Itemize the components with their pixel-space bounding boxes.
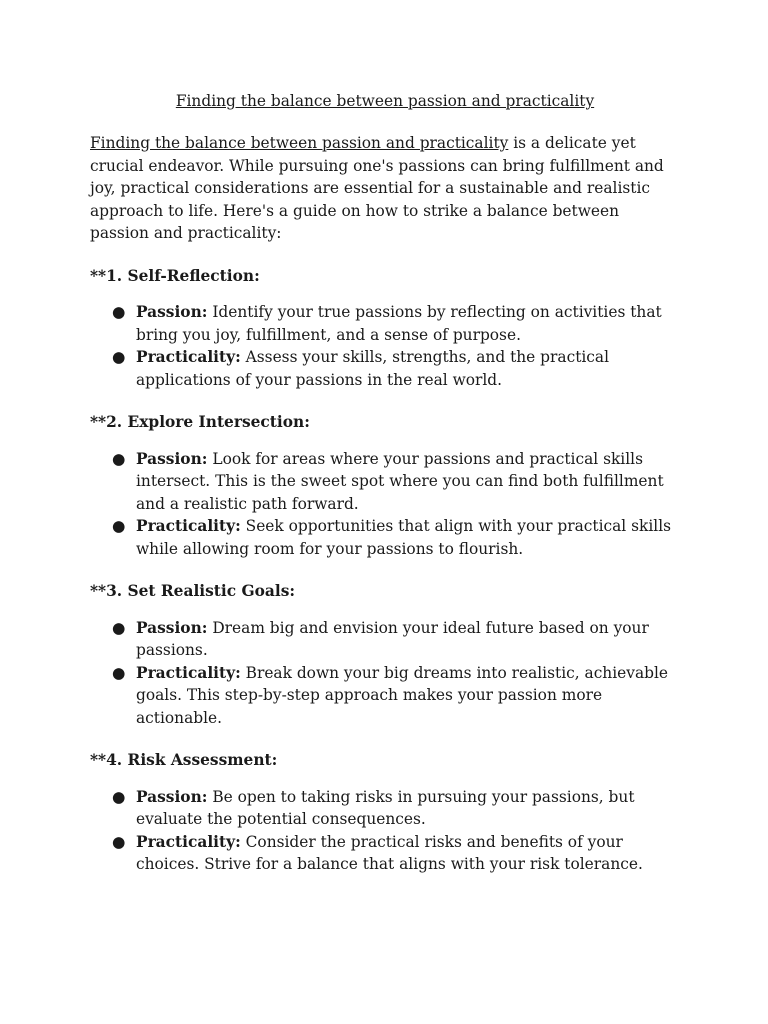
section-heading-self-reflection: **1. Self-Reflection: <box>90 266 260 285</box>
point-label: Passion: <box>136 449 208 468</box>
section-list-explore-intersection <box>90 448 680 561</box>
section-heading-risk-assessment: **4. Risk Assessment: <box>90 751 278 769</box>
intro-lead-text: Finding the balance between passion and practicality <box>90 134 509 152</box>
point-text: Dream big and envision your ideal future based on your passions. <box>136 618 649 659</box>
point-text: Consider the practical risks and benefits of your choices. Strive for a balance that aligns with your risk tolerance. <box>136 832 643 873</box>
document-title: Finding the balance between passion and practicality <box>175 92 595 110</box>
section-list-set-realistic-goals <box>90 617 680 730</box>
bullet-icon: ● <box>112 517 126 535</box>
list-item <box>112 515 680 560</box>
list-item <box>112 301 680 346</box>
point-text: Assess your skills, strengths, and the practical applications of your passions in the real world. <box>136 348 610 389</box>
section-list-self-reflection <box>90 301 680 391</box>
document-page <box>90 90 680 896</box>
intro-paragraph <box>90 132 680 245</box>
list-item <box>112 448 680 516</box>
bullet-icon: ● <box>112 787 126 806</box>
point-label: Practicality: <box>136 348 241 366</box>
bullet-icon: ● <box>112 449 126 468</box>
bullet-icon: ● <box>112 303 126 321</box>
point-label: Practicality: <box>136 517 241 535</box>
section-heading-explore-intersection: **2. Explore Intersection: <box>90 413 310 431</box>
point-text: Identify your true passions by reflecting on activities that bring you joy, fulfillment, and a sense of purpose. <box>136 303 662 344</box>
point-label: Passion: <box>136 787 208 806</box>
section-list-risk-assessment <box>90 786 680 876</box>
bullet-icon: ● <box>112 663 126 682</box>
list-item <box>112 786 680 831</box>
bullet-icon: ● <box>112 832 126 851</box>
list-item <box>112 617 680 662</box>
intro-body-text: is a delicate yet crucial endeavor. While pursuing one's passions can bring fulfillment and joy, practical considerations are essential for a sustainable and realistic approach to life. Here's a guide on how to strike a balance between passion and practicality: <box>90 134 664 242</box>
point-text: Be open to taking risks in pursuing your passions, but evaluate the potential consequences. <box>136 787 635 828</box>
point-label: Practicality: <box>136 663 241 682</box>
point-label: Passion: <box>136 303 208 321</box>
point-text: Look for areas where your passions and practical skills intersect. This is the sweet spot where you can find both fulfillment and a realistic path forward. <box>136 449 664 513</box>
point-text: Seek opportunities that align with your practical skills while allowing room for your passions to flourish. <box>136 517 672 558</box>
list-item <box>112 831 680 876</box>
point-text: Break down your big dreams into realistic, achievable goals. This step-by-step approach makes your passion more actionable. <box>136 663 669 727</box>
bullet-icon: ● <box>112 348 126 366</box>
list-item <box>112 662 680 730</box>
bullet-icon: ● <box>112 618 126 637</box>
section-heading-set-realistic-goals: **3. Set Realistic Goals: <box>90 582 296 600</box>
point-label: Practicality: <box>136 832 241 851</box>
list-item <box>112 346 680 391</box>
point-label: Passion: <box>136 618 208 637</box>
